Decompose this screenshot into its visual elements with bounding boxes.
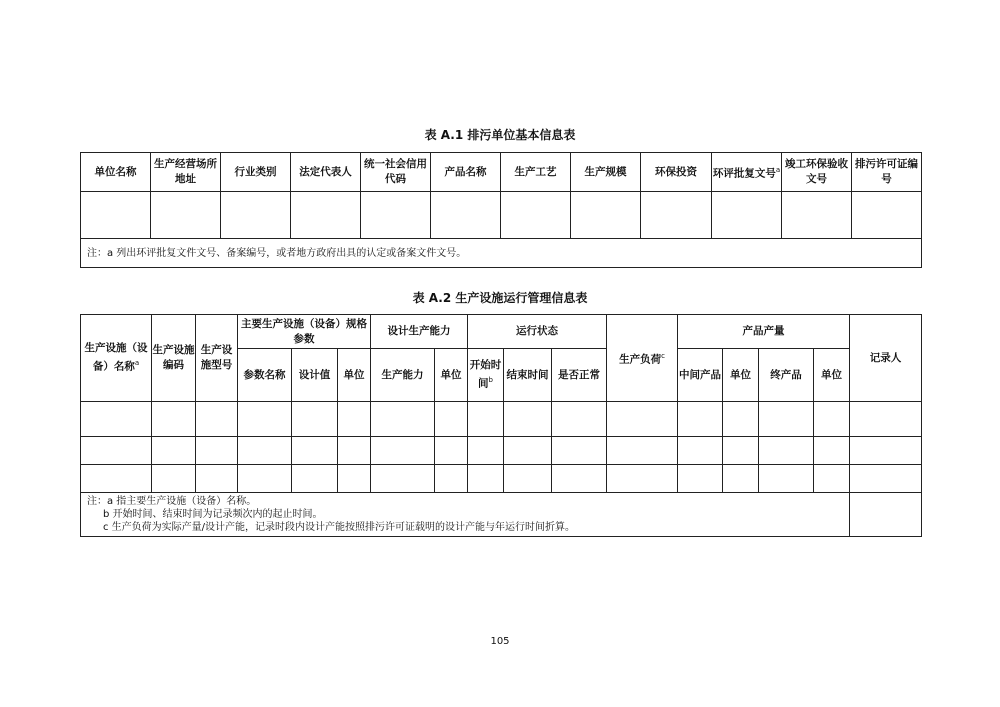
t2-recorder-header: 记录人 <box>850 315 922 402</box>
t2-capacity-group-header: 设计生产能力 <box>371 315 468 349</box>
t1-header-cell: 竣工环保验收文号 <box>782 153 852 192</box>
t1-header-cell: 生产规模 <box>571 153 641 192</box>
t1-empty-cell <box>431 192 501 239</box>
table2-notes <box>81 493 850 537</box>
t1-empty-cell <box>852 192 922 239</box>
t1-empty-cell <box>291 192 361 239</box>
t1-empty-cell <box>571 192 641 239</box>
t1-header-cell: 行业类别 <box>221 153 291 192</box>
t1-empty-cell <box>151 192 221 239</box>
table1-header-row <box>81 153 922 192</box>
t1-header-cell: 单位名称 <box>81 153 151 192</box>
t2-spec-group-header: 主要生产设施（设备）规格参数 <box>238 315 371 349</box>
t1-header-cell: 生产工艺 <box>501 153 571 192</box>
table2-data-row <box>81 465 922 493</box>
t1-empty-cell <box>81 192 151 239</box>
t2-start-time-header: 开始时间$^b$ <box>468 349 504 402</box>
t1-header-cell: 统一社会信用代码 <box>361 153 431 192</box>
t2-facility-code-header: 生产设施编码 <box>152 315 196 402</box>
table1-note-row <box>81 239 922 268</box>
t2-output-group-header: 产品产量 <box>678 315 850 349</box>
t2-design-value-header: 设计值 <box>292 349 338 402</box>
table-a1 <box>80 152 922 268</box>
t2-capacity-header: 生产能力 <box>371 349 435 402</box>
t2-out-unit-header: 单位 <box>723 349 759 402</box>
t2-out-unit-header: 单位 <box>814 349 850 402</box>
page-number: 105 <box>490 636 510 647</box>
t2-final-product-header: 终产品 <box>759 349 814 402</box>
t2-end-time-header: 结束时间 <box>504 349 552 402</box>
table2-data-row <box>81 402 922 437</box>
t1-empty-cell <box>501 192 571 239</box>
table2-note-row <box>81 493 922 537</box>
t2-facility-name-header: 生产设施（设备）名称$^a$ <box>81 315 152 402</box>
t1-header-cell: 环保投资 <box>641 153 712 192</box>
t2-facility-model-header: 生产设施型号 <box>196 315 238 402</box>
t2-capacity-unit-header: 单位 <box>435 349 468 402</box>
t1-header-cell: 法定代表人 <box>291 153 361 192</box>
t2-note-a: 注：a 指主要生产设施（设备）名称。 <box>87 496 257 507</box>
t1-header-cell: 环评批复文号$^a$ <box>712 153 782 192</box>
t1-empty-cell <box>782 192 852 239</box>
t2-note-empty-cell <box>850 493 922 537</box>
t2-note-b: b 开始时间、结束时间为记录频次内的起止时间。 <box>103 509 323 520</box>
t2-intermediate-header: 中间产品 <box>678 349 723 402</box>
table1-note: 注：a 列出环评批复文件文号、备案编号，或者地方政府出具的认定或备案文件文号。 <box>81 239 922 268</box>
t2-load-header: 生产负荷$^c$ <box>607 315 678 402</box>
table1-data-row <box>81 192 922 239</box>
t1-header-cell: 生产经营场所地址 <box>151 153 221 192</box>
t2-spec-unit-header: 单位 <box>338 349 371 402</box>
table2-data-row <box>81 437 922 465</box>
table2-caption: 表 A.2 生产设施运行管理信息表 <box>412 291 588 305</box>
t2-normal-header: 是否正常 <box>552 349 607 402</box>
t1-empty-cell <box>712 192 782 239</box>
t1-empty-cell <box>361 192 431 239</box>
t2-param-name-header: 参数名称 <box>238 349 292 402</box>
table-a2 <box>80 314 922 537</box>
t1-empty-cell <box>641 192 712 239</box>
t1-header-cell: 产品名称 <box>431 153 501 192</box>
t2-status-group-header: 运行状态 <box>468 315 607 349</box>
t2-note-c: c 生产负荷为实际产量/设计产能，记录时段内设计产能按照排污许可证载明的设计产能与年运行时间折算。 <box>103 522 576 533</box>
table2-header-row-1 <box>81 315 922 349</box>
t1-empty-cell <box>221 192 291 239</box>
table1-caption: 表 A.1 排污单位基本信息表 <box>424 128 576 142</box>
t1-header-cell: 排污许可证编号 <box>852 153 922 192</box>
